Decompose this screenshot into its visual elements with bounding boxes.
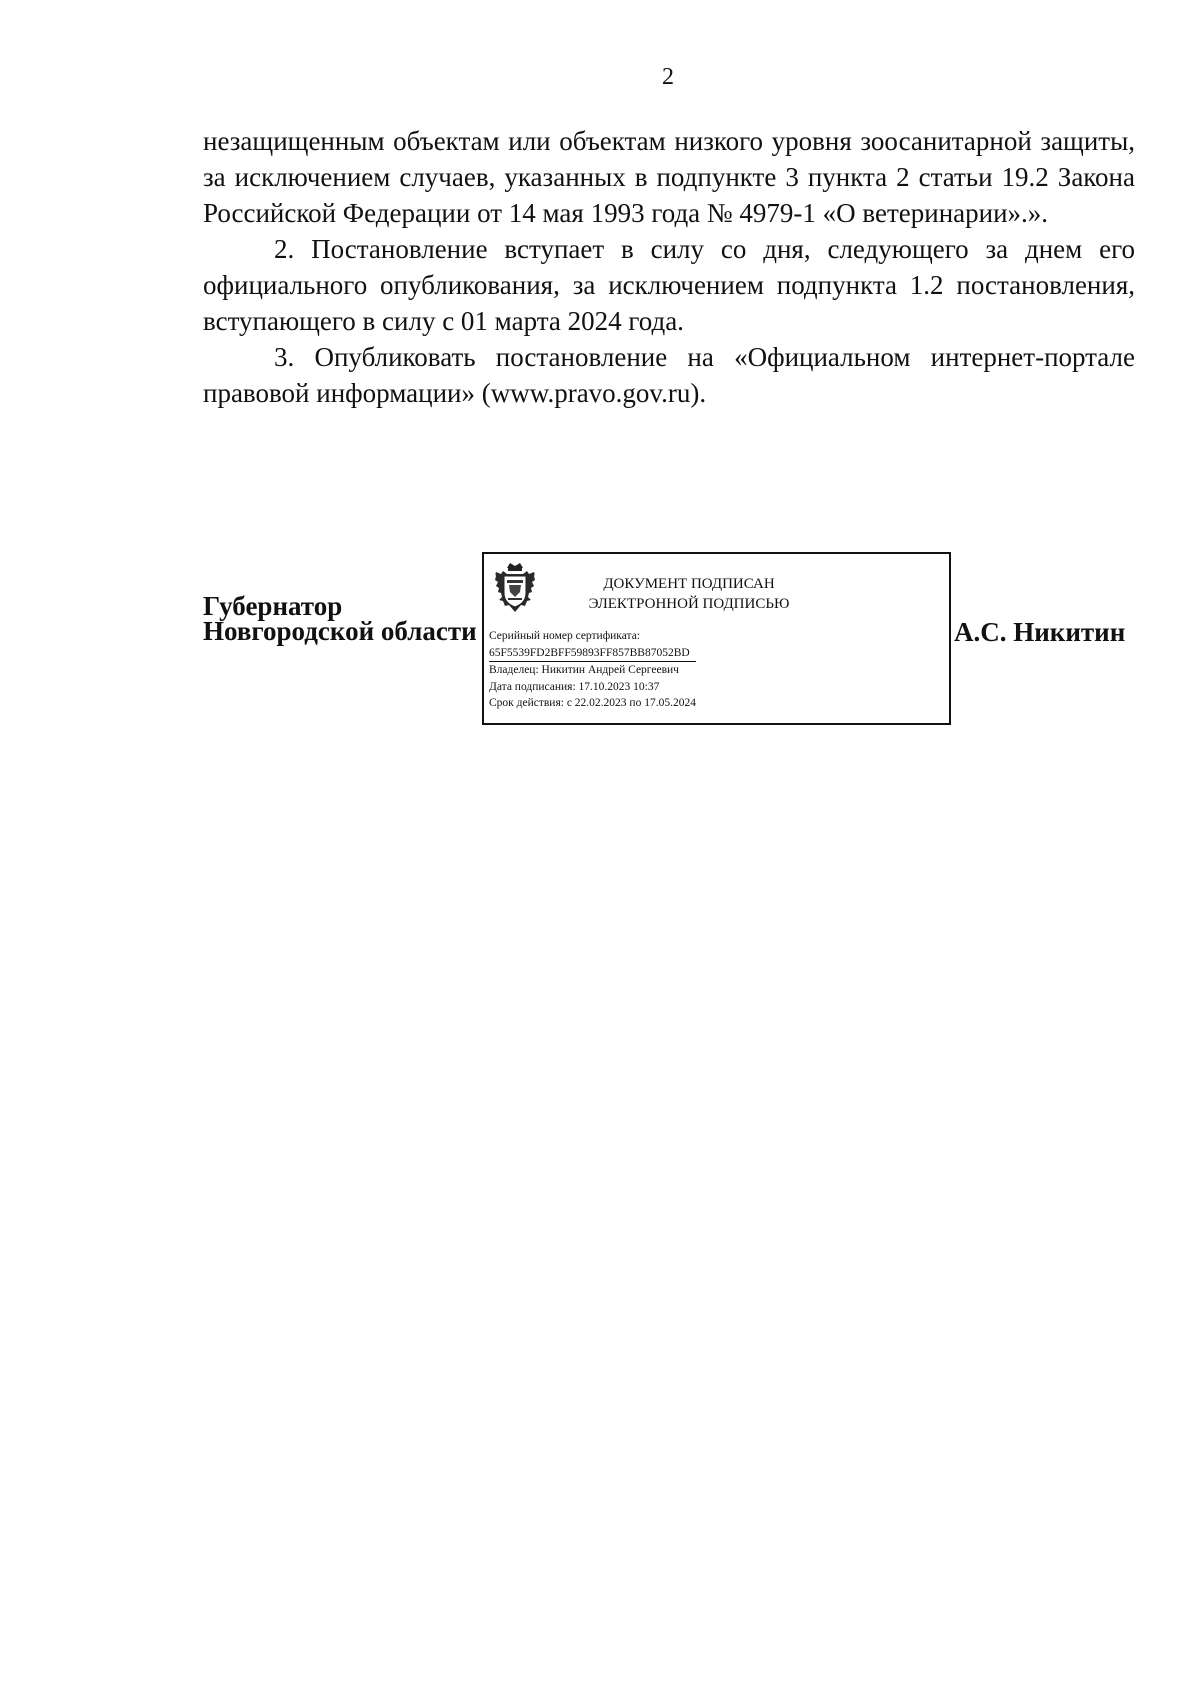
coat-of-arms-emblem-icon: [493, 560, 537, 616]
paragraph-continuation: незащищенным объектам или объектам низкого уровня зоосанитарной защиты, за исключением случаев, указанных в подпункте 3 пункта 2 статьи 19.2 Закона Российской Федерации от 14 мая 1993 года № 4979-1 «О ветеринарии».».: [203, 126, 1135, 228]
stamp-title-line1: ДОКУМЕНТ ПОДПИСАН: [603, 576, 775, 592]
paragraph-item-3: 3. Опубликовать постановление на «Официальном интернет-портале правовой информации» (www.pravo.gov.ru).: [203, 342, 1135, 408]
stamp-title-line2: ЭЛЕКТРОННОЙ ПОДПИСЬЮ: [588, 596, 790, 612]
stamp-serial-label: Серийный номер сертификата:: [489, 630, 640, 642]
page-number: 2: [662, 64, 674, 90]
stamp-title: [544, 574, 834, 614]
document-body: [203, 123, 1135, 411]
signer-position-line1: Губернатор: [203, 591, 343, 621]
signer-position: [203, 591, 477, 646]
electronic-signature-stamp: [482, 552, 951, 725]
stamp-owner: Владелец: Никитин Андрей Сергеевич: [489, 664, 679, 676]
stamp-sign-date: Дата подписания: 17.10.2023 10:37: [489, 680, 660, 693]
stamp-details: [489, 628, 696, 712]
signer-name: А.С. Никитин: [954, 617, 1126, 647]
signer-position-line2: Новгородской области: [203, 616, 477, 646]
stamp-serial-value: 65F5539FD2BFF59893FF857BB87052BD: [489, 645, 696, 663]
paragraph-item-2: 2. Постановление вступает в силу со дня, следующего за днем его официального опубликования, за исключением подпункта 1.2 постановления, вступающего в силу с 01 марта 2024 года.: [203, 234, 1135, 336]
stamp-validity: Срок действия: с 22.02.2023 по 17.05.2024: [489, 697, 696, 709]
